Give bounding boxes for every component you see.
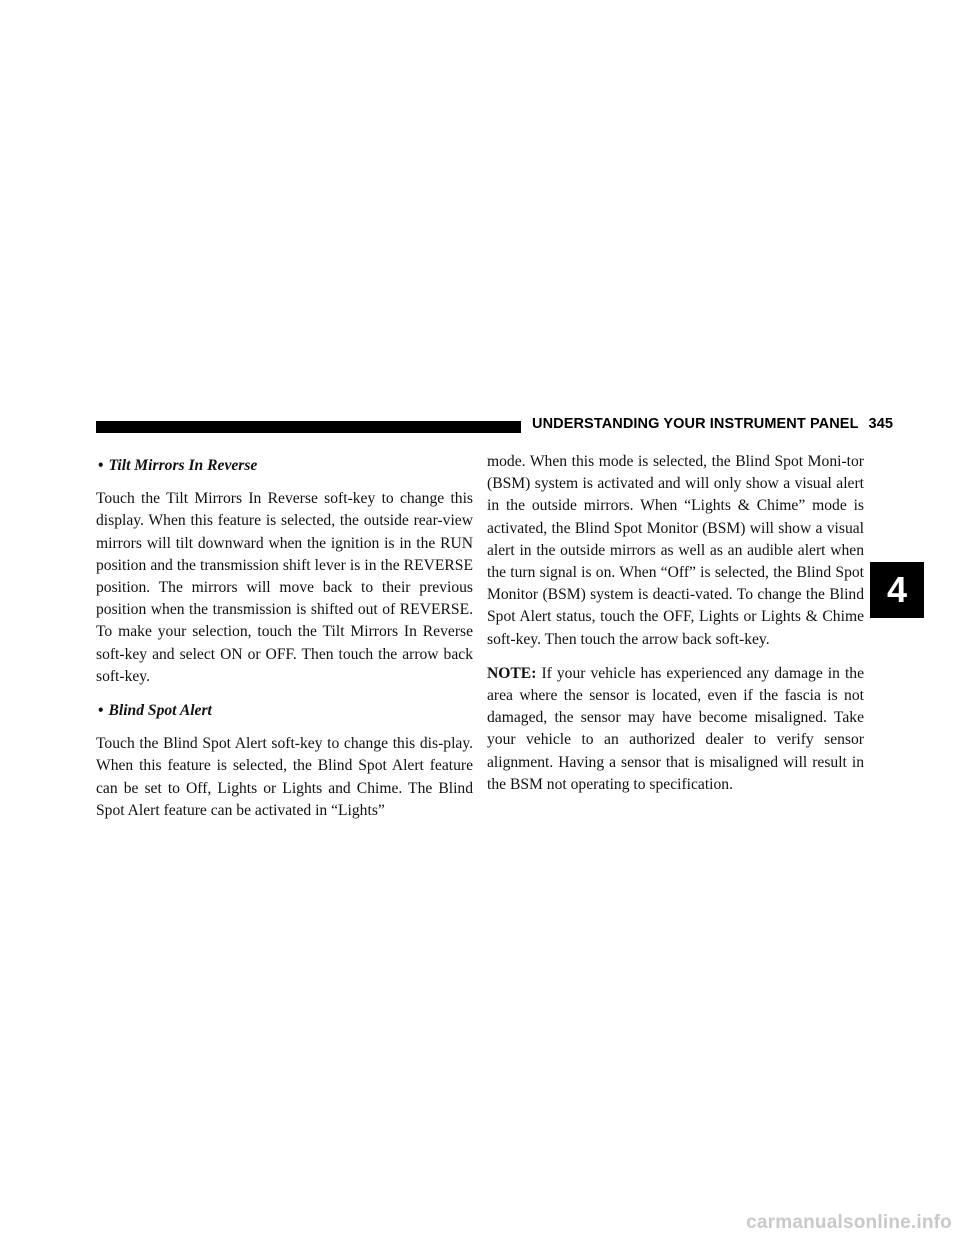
chapter-tab: 4 [870,562,924,618]
paragraph-bsm-modes: mode. When this mode is selected, the Blind Spot Moni-tor (BSM) system is activated and will only show a visual alert in the outside mirrors. When “Lights & Chime” mode is activated, the Blind Spot Monitor (BSM) will show a visual alert in the outside mirrors as well as an audible alert when the turn signal is on. When “Off” is selected, the Blind Spot Monitor (BSM) system is deacti-vated. To change the Blind Spot Alert status, touch the OFF, Lights or Lights & Chime soft-key. Then touch the arrow back soft-key. [487,453,864,648]
bullet-heading-tilt-mirrors [96,455,473,477]
bullet-icon: • [98,457,104,474]
note-label: NOTE: [487,664,537,682]
running-header [532,416,893,432]
right-column [487,451,864,808]
page-number: 345 [868,416,894,432]
header-rule [96,421,521,433]
watermark: carmanualsonline.info [746,1212,952,1233]
bullet-label: Blind Spot Alert [108,702,212,720]
bullet-heading-blind-spot-alert [96,700,473,722]
note-text: If your vehicle has experienced any damage in the area where the sensor is located, even if the fascia is not damaged, the sensor may have become misaligned. Take your vehicle to an authorized dealer to verify sensor alignment. Having a sensor that is misaligned will result in the BSM not operating to specification. [487,664,865,793]
bullet-label: Tilt Mirrors In Reverse [108,457,258,474]
left-column [96,455,473,834]
section-title: UNDERSTANDING YOUR INSTRUMENT PANEL [532,416,859,432]
bullet-icon: • [98,702,104,720]
paragraph-blind-spot-alert: Touch the Blind Spot Alert soft-key to change this dis-play. When this feature is selected, the Blind Spot Alert feature can be set to Off, Lights or Lights and Chime. The Blind Spot Alert feature can be activated in “Lights” [96,735,473,819]
paragraph-tilt-mirrors: Touch the Tilt Mirrors In Reverse soft-key to change this display. When this feature is selected, the outside rear-view mirrors will tilt downward when the ignition is in the RUN position and the transmission shift lever is in the REVERSE position. The mirrors will move back to their previous position when the transmission is shifted out of REVERSE. To make your selection, touch the Tilt Mirrors In Reverse soft-key and select ON or OFF. Then touch the arrow back soft-key. [96,490,473,685]
note-paragraph [487,663,864,796]
